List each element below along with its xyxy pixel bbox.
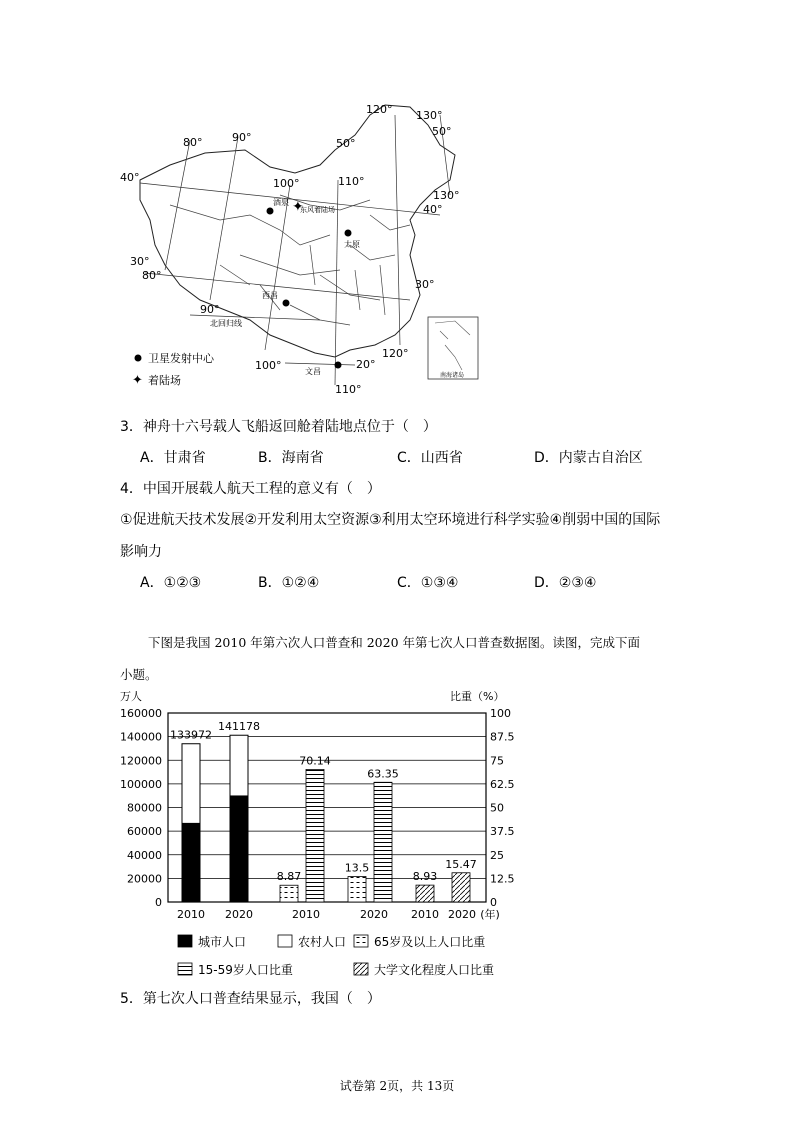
wenchang-dot xyxy=(335,362,342,369)
xichang-dot xyxy=(283,300,290,307)
percent-bar xyxy=(280,885,298,902)
left-tick-label: 120000 xyxy=(120,754,162,768)
legend-label: 大学文化程度人口比重 xyxy=(374,963,495,977)
xichang-label: 西昌 xyxy=(262,291,278,300)
svg-text:30°: 30° xyxy=(130,255,150,268)
census-chart xyxy=(110,685,530,985)
intro-line1: 下图是我国 2010 年第六次人口普查和 2020 年第七次人口普查数据图。读图，完成下面 xyxy=(148,635,641,650)
launch-legend-dot xyxy=(135,355,142,362)
svg-text:130°: 130° xyxy=(433,189,460,202)
left-tick-label: 60000 xyxy=(127,825,162,839)
right-tick-label: 0 xyxy=(490,896,497,909)
landing-legend-icon: ✦ xyxy=(132,373,143,388)
legend-label: 15-59岁人口比重 xyxy=(198,963,293,977)
x-year-label: 2010 xyxy=(177,908,205,921)
jiuquan-label: 酒泉 xyxy=(273,198,289,207)
svg-text:90°: 90° xyxy=(232,131,252,144)
svg-text:90°: 90° xyxy=(200,303,220,316)
launch-legend-label: 卫星发射中心 xyxy=(148,352,214,365)
percent-value-label: 70.14 xyxy=(299,754,331,768)
dongfeng-label: 东风着陆场 xyxy=(300,206,335,214)
x-year-label: 2010 xyxy=(292,908,320,921)
q4-option-c[interactable]: C．①③④ xyxy=(397,575,459,591)
svg-text:80°: 80° xyxy=(183,136,203,149)
legend-swatch xyxy=(354,935,368,947)
svg-text:110°: 110° xyxy=(338,175,365,188)
percent-value-label: 15.47 xyxy=(445,857,477,871)
svg-text:20°: 20° xyxy=(356,358,376,371)
svg-text:30°: 30° xyxy=(415,278,435,291)
china-map xyxy=(110,95,500,400)
svg-text:130°: 130° xyxy=(416,109,443,122)
right-tick-label: 50 xyxy=(490,801,504,815)
x-year-label: 2010 xyxy=(411,908,439,921)
taiyuan-label: 太原 xyxy=(344,240,360,249)
urban-bar xyxy=(230,795,248,902)
svg-text:100°: 100° xyxy=(255,359,282,372)
svg-text:100°: 100° xyxy=(273,177,300,190)
left-tick-label: 20000 xyxy=(127,872,162,886)
percent-value-label: 8.87 xyxy=(276,870,302,884)
svg-text:40°: 40° xyxy=(120,171,140,184)
south-china-sea-inset xyxy=(428,317,478,379)
svg-text:120°: 120° xyxy=(382,347,409,360)
inset-label: 南海诸岛 xyxy=(440,372,465,379)
svg-text:80°: 80° xyxy=(142,269,162,282)
legend-swatch xyxy=(354,963,368,975)
total-value-label: 133972 xyxy=(170,728,212,742)
percent-bar xyxy=(374,782,392,902)
left-unit-label: 万人 xyxy=(120,690,142,703)
jiuquan-dot xyxy=(267,208,274,215)
right-tick-label: 62.5 xyxy=(490,777,515,791)
left-tick-label: 100000 xyxy=(120,777,162,791)
legend-label: 农村人口 xyxy=(298,935,347,949)
landing-legend-label: 着陆场 xyxy=(148,374,181,387)
svg-text:120°: 120° xyxy=(366,103,393,116)
right-tick-label: 12.5 xyxy=(490,872,515,886)
percent-bar xyxy=(452,873,470,902)
right-tick-label: 100 xyxy=(490,707,511,720)
q3-option-b[interactable]: B．海南省 xyxy=(258,450,324,466)
percent-bar xyxy=(306,769,324,902)
tropic-label: 北回归线 xyxy=(210,319,242,328)
landing-star-icon: ✦ xyxy=(292,199,304,215)
percent-bar xyxy=(348,876,366,902)
q4-statement-line2: 影响力 xyxy=(120,544,162,560)
q3-option-c[interactable]: C．山西省 xyxy=(397,450,463,466)
legend-label: 65岁及以上人口比重 xyxy=(374,935,486,949)
percent-value-label: 63.35 xyxy=(367,767,399,781)
right-tick-label: 87.5 xyxy=(490,730,515,744)
left-tick-label: 160000 xyxy=(120,707,162,720)
right-tick-label: 37.5 xyxy=(490,825,515,839)
q3-stem: 3．神舟十六号载人飞船返回舱着陆地点位于（ ） xyxy=(120,419,437,435)
x-year-label: 2020 xyxy=(360,908,388,921)
svg-text:40°: 40° xyxy=(423,203,443,216)
total-value-label: 141178 xyxy=(218,720,260,734)
legend-label: 城市人口 xyxy=(198,935,247,949)
percent-value-label: 13.5 xyxy=(344,861,370,875)
q4-option-a[interactable]: A．①②③ xyxy=(140,575,202,591)
x-year-label: 2020 xyxy=(448,908,476,921)
right-unit-label: 比重（%） xyxy=(450,690,505,703)
q4-option-b[interactable]: B．①②④ xyxy=(258,575,320,591)
taiyuan-dot xyxy=(345,230,352,237)
intro-line2: 小题。 xyxy=(120,667,158,682)
x-year-label: 2020 xyxy=(225,908,253,921)
svg-text:50°: 50° xyxy=(336,137,356,150)
q4-statement-line1: ①促进航天技术发展②开发利用太空资源③利用太空环境进行科学实验④削弱中国的国际 xyxy=(120,512,661,528)
q5-stem: 5．第七次人口普查结果显示，我国（ ） xyxy=(120,991,381,1007)
left-tick-label: 0 xyxy=(155,896,162,909)
legend-swatch xyxy=(178,963,192,975)
left-tick-label: 80000 xyxy=(127,801,162,815)
percent-bar xyxy=(416,885,434,902)
q3-option-d[interactable]: D．内蒙古自治区 xyxy=(534,450,643,466)
legend-swatch xyxy=(178,935,192,947)
page-footer: 试卷第 2页，共 13页 xyxy=(339,1079,455,1093)
q4-stem: 4．中国开展载人航天工程的意义有（ ） xyxy=(120,481,381,497)
left-tick-label: 40000 xyxy=(127,848,162,862)
q4-option-d[interactable]: D．②③④ xyxy=(534,575,597,591)
svg-text:50°: 50° xyxy=(432,125,452,138)
q3-option-a[interactable]: A．甘肃省 xyxy=(140,450,206,466)
left-tick-label: 140000 xyxy=(120,730,162,744)
right-tick-label: 25 xyxy=(490,848,504,862)
svg-text:110°: 110° xyxy=(335,383,362,396)
urban-bar xyxy=(182,823,200,902)
right-tick-label: 75 xyxy=(490,754,504,768)
x-unit-label: (年) xyxy=(480,908,500,921)
legend-swatch xyxy=(278,935,292,947)
wenchang-label: 文昌 xyxy=(305,367,321,376)
percent-value-label: 8.93 xyxy=(412,870,438,884)
